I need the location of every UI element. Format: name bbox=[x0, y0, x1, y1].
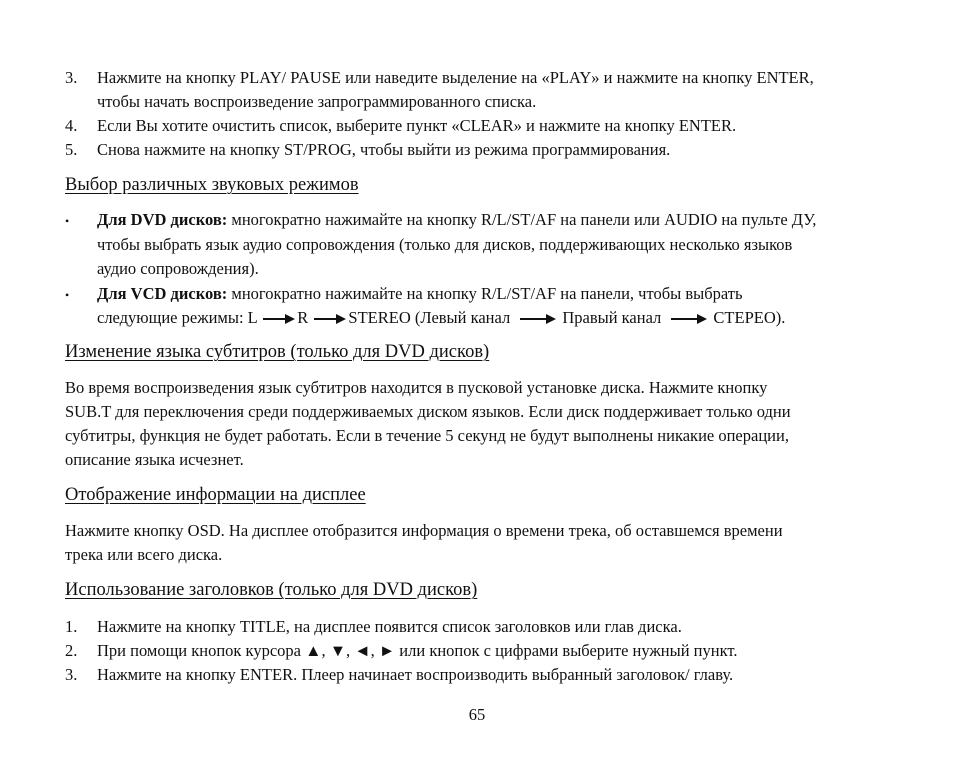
section-heading-titles: Использование заголовков (только для DVD дисков) bbox=[65, 580, 478, 600]
list-item-text: Нажмите на кнопку PLAY/ PAUSE или наведите выделение на «PLAY» и нажмите на кнопку ENTER, bbox=[97, 68, 814, 87]
dvd-label: Для DVD дисков: bbox=[97, 210, 228, 229]
page-number: 65 bbox=[468, 705, 486, 724]
arrow-right-icon bbox=[263, 314, 295, 324]
list-item-text: Если Вы хотите очистить список, выберите пункт «CLEAR» и нажмите на кнопку ENTER. bbox=[97, 116, 737, 135]
bullet: • bbox=[65, 288, 70, 302]
paragraph-line: Во время воспроизведения язык субтитров находится в пусковой установке диска. Нажмите кнопку bbox=[65, 378, 768, 397]
vcd-label: Для VCD дисков: bbox=[97, 284, 228, 303]
arrow-right-icon bbox=[520, 314, 556, 324]
paragraph-line: Нажмите кнопку OSD. На дисплее отобразится информация о времени трека, об оставшемся времени bbox=[65, 521, 783, 540]
list-item-number: 3. bbox=[65, 665, 78, 684]
section-heading-sound-modes: Выбор различных звуковых режимов bbox=[65, 175, 359, 195]
paragraph-line: трека или всего диска. bbox=[65, 545, 223, 564]
section-heading-display-info: Отображение информации на дисплее bbox=[65, 485, 366, 505]
list-item-number: 2. bbox=[65, 641, 78, 660]
list-item-number: 4. bbox=[65, 116, 78, 135]
vcd-bullet-line-2 bbox=[97, 308, 785, 328]
section-heading-subtitles: Изменение языка субтитров (только для DVD дисков) bbox=[65, 342, 490, 362]
dvd-bullet-line-3: аудио сопровождения). bbox=[97, 259, 259, 278]
arrow-right-icon bbox=[314, 314, 346, 324]
mode-l: следующие режимы: L bbox=[97, 308, 258, 327]
arrow-right-icon bbox=[671, 314, 707, 324]
list-item-text: чтобы начать воспроизведение запрограммированного списка. bbox=[97, 92, 537, 111]
bullet: • bbox=[65, 214, 70, 228]
list-item-text: При помощи кнопок курсора ▲, ▼, ◄, ► или кнопок с цифрами выберите нужный пункт. bbox=[97, 641, 738, 660]
dvd-bullet-line-1 bbox=[97, 210, 816, 230]
list-item-text: Нажмите на кнопку TITLE, на дисплее появится список заголовков или глав диска. bbox=[97, 617, 682, 636]
paragraph-line: субтитры, функция не будет работать. Если в течение 5 секунд не будут выполнены никакие операции, bbox=[65, 426, 789, 445]
mode-r: R bbox=[297, 308, 309, 327]
vcd-text: многократно нажимайте на кнопку R/L/ST/AF на панели, чтобы выбрать bbox=[227, 284, 743, 303]
list-item-text: Снова нажмите на кнопку ST/PROG, чтобы выйти из режима программирования. bbox=[97, 140, 671, 159]
list-item-number: 3. bbox=[65, 68, 78, 87]
list-item-number: 5. bbox=[65, 140, 78, 159]
mode-stereo-ru: СТЕРЕО). bbox=[713, 308, 786, 327]
mode-right-channel: Правый канал bbox=[562, 308, 662, 327]
paragraph-line: описание языка исчезнет. bbox=[65, 450, 244, 469]
mode-stereo: STEREO (Левый канал bbox=[348, 308, 511, 327]
dvd-bullet-line-2: чтобы выбрать язык аудио сопровождения (только для дисков, поддерживающих несколько языков bbox=[97, 235, 793, 254]
paragraph-line: SUB.T для переключения среди поддерживаемых диском языков. Если диск поддерживает только одни bbox=[65, 402, 791, 421]
dvd-text: многократно нажимайте на кнопку R/L/ST/AF на панели или AUDIO на пульте ДУ, bbox=[227, 210, 817, 229]
vcd-bullet-line-1 bbox=[97, 284, 742, 304]
list-item-text: Нажмите на кнопку ENTER. Плеер начинает воспроизводить выбранный заголовок/ главу. bbox=[97, 665, 734, 684]
list-item-number: 1. bbox=[65, 617, 78, 636]
